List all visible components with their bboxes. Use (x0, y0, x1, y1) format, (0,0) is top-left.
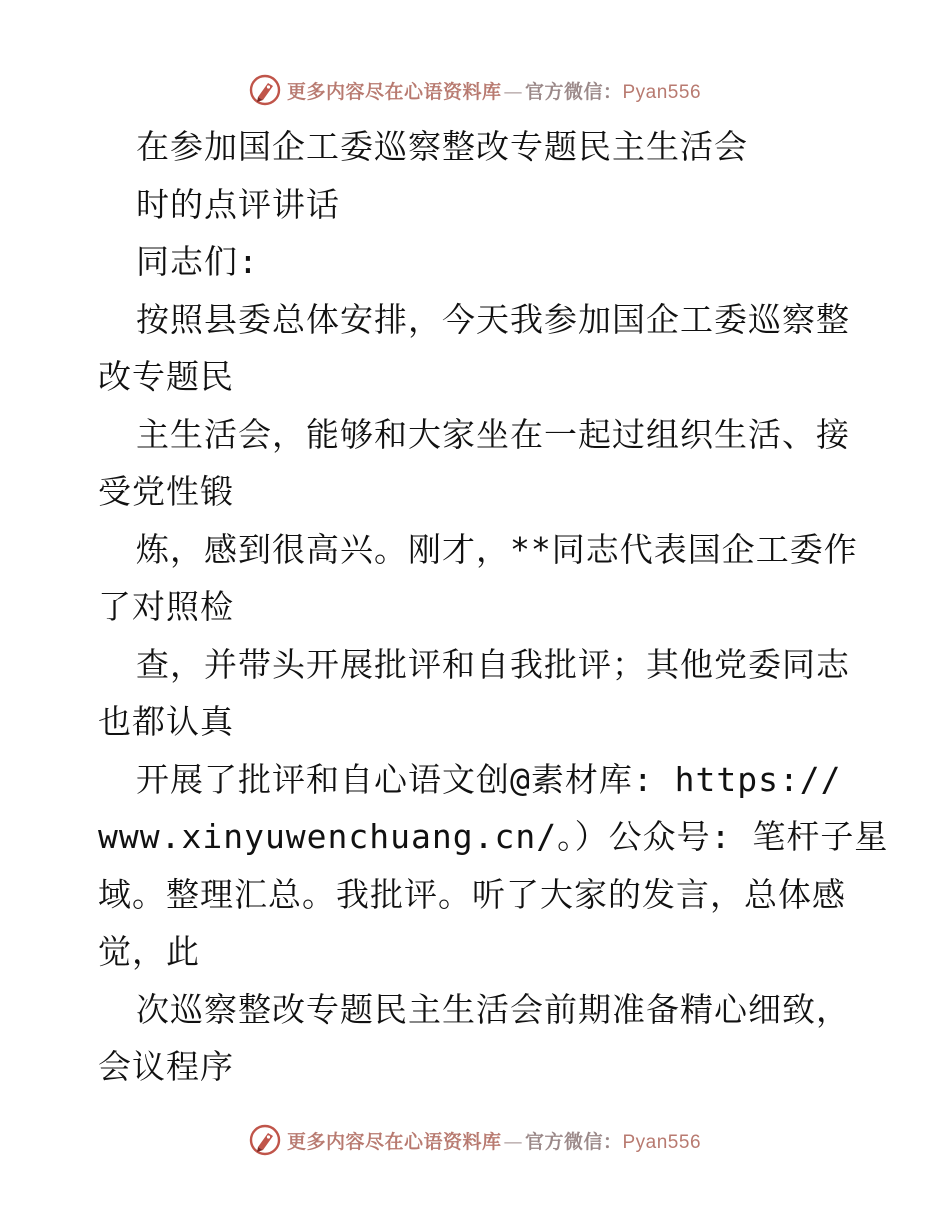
paragraph-line: 按照县委总体安排，今天我参加国企工委巡察整 (136, 299, 850, 339)
pen-nib-logo-icon (249, 74, 281, 106)
watermark-site-text: 更多内容尽在心语资料库 (286, 80, 502, 103)
paragraph-line: 查，并带头开展批评和自我批评；其他党委同志 (136, 644, 850, 684)
paragraph-line: 域。整理汇总。我批评。听了大家的发言，总体感 (98, 874, 846, 914)
watermark-group (249, 1124, 701, 1156)
pen-nib-logo-icon (249, 1124, 281, 1156)
paragraph-line: 也都认真 (98, 702, 234, 741)
watermark-text (287, 77, 701, 104)
watermark-wechat-id: Pyan556 (622, 1131, 702, 1153)
salutation: 同志们: (136, 242, 259, 281)
paragraph-line: 了对照检 (98, 587, 234, 626)
watermark-wechat-id: Pyan556 (622, 81, 702, 103)
paragraph-line: www.xinyuwenchuang.cn/。）公众号: 笔杆子星 (98, 817, 889, 856)
watermark-dash: — (503, 1130, 523, 1153)
paragraph-line: 次巡察整改专题民主生活会前期准备精心细致， (136, 989, 850, 1029)
paragraph-line: 改专题民 (98, 357, 234, 396)
paragraph-line: 炼，感到很高兴。刚才，**同志代表国企工委作 (136, 529, 858, 569)
watermark-group (249, 74, 701, 106)
header-watermark (0, 70, 950, 110)
watermark-dash: — (503, 80, 523, 103)
paragraph-line: 开展了批评和自心语文创@素材库: https:// (136, 759, 842, 799)
watermark-wechat-label: 官方微信： (524, 1130, 623, 1153)
document-title-line-2: 时的点评讲话 (136, 184, 340, 224)
paragraph-line: 觉，此 (98, 932, 200, 971)
document-title-line-1: 在参加国企工委巡察整改专题民主生活会 (136, 127, 748, 166)
watermark-site-text: 更多内容尽在心语资料库 (286, 1130, 502, 1153)
watermark-text (287, 1127, 701, 1154)
watermark-wechat-label: 官方微信： (524, 80, 623, 103)
footer-watermark (0, 1120, 950, 1160)
document-body (98, 118, 889, 1096)
paragraph-line: 主生活会，能够和大家坐在一起过组织生活、接 (136, 414, 850, 454)
paragraph-line: 受党性锻 (98, 472, 234, 511)
paragraph-line: 会议程序 (98, 1047, 234, 1086)
